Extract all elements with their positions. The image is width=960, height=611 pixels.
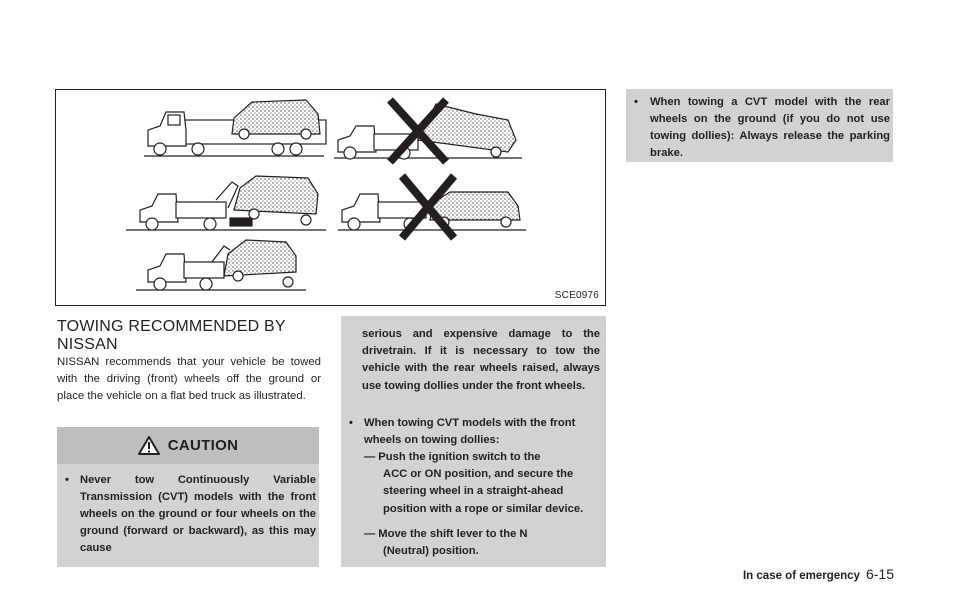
front-wheel-lift-icon [136,240,306,290]
caution-header [57,427,319,464]
towing-diagram [56,90,607,307]
caution-item-3-text: When towing a CVT model with the rear wheels on the ground (if you do not use towing dollies): Always release the parking brake. [650,96,890,159]
crossed-out-sling-tow-icon [338,176,526,238]
footer-section-title: In case of emergency [742,570,860,582]
figure-code: SCE0976 [554,290,599,301]
subitem-1-text: ACC or ON position, and secure the steering wheel in a straight-ahead position with a rope or similar device. [383,468,584,515]
section-heading: TOWING RECOMMENDED BY NISSAN [57,318,286,353]
crossed-out-front-wheels-on-ground-icon [334,100,522,162]
caution-continuation-box-right [626,89,893,162]
bullet-dot: • [349,417,353,429]
intro-paragraph: NISSAN recommends that your vehicle be towed with the driving (front) wheels off the ground or place the vehicle on a flat bed truck as illustrated. [57,356,321,402]
bullet-dot: • [634,96,638,108]
page-footer [743,566,894,582]
subitem-2-lead: — Move the shift lever to the N [364,528,528,540]
caution-title: CAUTION [167,437,239,454]
subitem-2-text: (Neutral) position. [383,545,479,558]
caution-box [57,427,319,567]
caution-item-1-continued: serious and expensive damage to the drivetrain. If it is necessary to tow the vehicle with the rear wheels raised, always use towing dollies under the front wheels. [362,328,600,392]
towing-illustration [55,89,606,306]
bullet-dot: • [65,474,69,486]
caution-item-2-text: When towing CVT models with the front wheels on towing dollies: [364,417,576,447]
caution-item-1-text: Never tow Continuously Variable Transmission (CVT) models with the front wheels on the ground or four wheels on the ground (forward or backward), as this may cause [80,474,316,554]
subitem-1-lead: — Push the ignition switch to the [364,451,541,463]
page-number: 6-15 [865,566,894,582]
caution-continuation-box [341,316,606,567]
warning-triangle-icon [138,436,160,455]
wheel-lift-dollies-icon [126,176,326,230]
flatbed-truck-icon [144,100,326,156]
